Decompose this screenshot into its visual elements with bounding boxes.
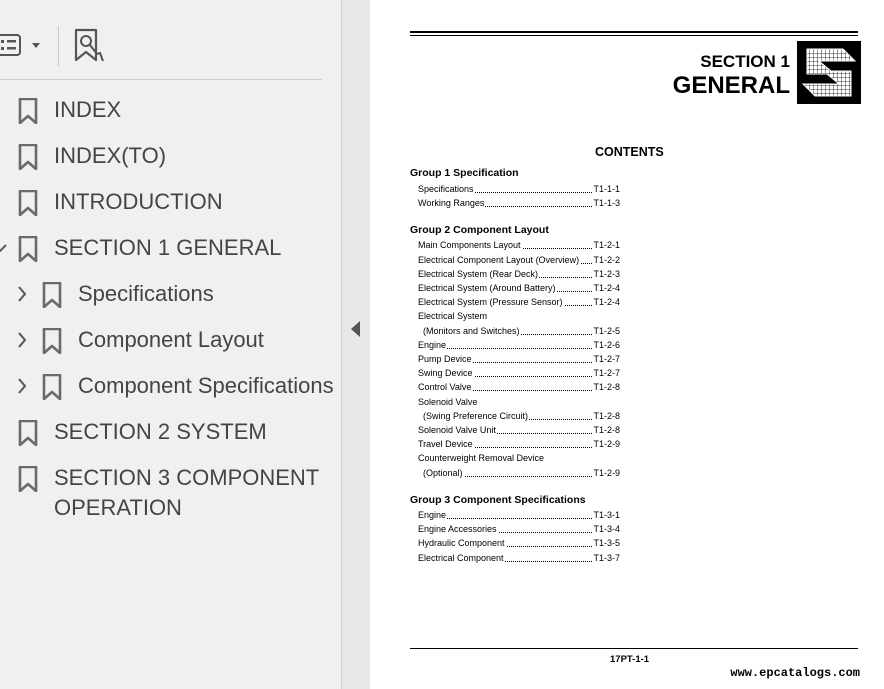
group-1-title: Group 1 Specification — [410, 167, 519, 179]
chevron-right-icon[interactable] — [14, 285, 30, 303]
pdf-page — [370, 0, 884, 689]
bookmark-label: SECTION 1 GENERAL — [54, 235, 282, 260]
toolbar-separator — [58, 26, 59, 66]
chevron-right-icon[interactable] — [14, 377, 30, 395]
toc-entry[interactable]: Counterweight Removal Device — [418, 453, 545, 463]
toc-entry[interactable]: (Optional) T1-2-9 — [418, 466, 620, 480]
toc-entry[interactable]: Control Valve T1-2-8 — [418, 382, 620, 392]
bookmark-icon — [42, 374, 62, 400]
toc-entry[interactable]: Electrical Component Layout (Overview) T1-2-2 — [418, 255, 620, 265]
section-logo — [797, 41, 861, 104]
toc-entry[interactable]: Main Components Layout T1-2-1 — [418, 240, 620, 250]
toc-entry[interactable]: Engine T1-2-6 — [418, 340, 620, 350]
group-3-title: Group 3 Component Specifications — [410, 494, 586, 506]
bookmark-label: INTRODUCTION — [54, 189, 223, 214]
toc-entry[interactable]: Solenoid Valve Unit T1-2-8 — [418, 425, 620, 435]
toc-entry[interactable]: Engine Accessories T1-3-4 — [418, 524, 620, 534]
bookmark-label-line2: OPERATION — [54, 495, 182, 520]
toc-entry[interactable]: Engine T1-3-1 — [418, 510, 620, 520]
bookmark-icon — [42, 282, 62, 308]
toc-entry[interactable]: Electrical System (Around Battery) T1-2-4 — [418, 283, 620, 293]
header-rule — [410, 31, 858, 33]
header-rule-thin — [410, 35, 858, 36]
group-2-title: Group 2 Component Layout — [410, 224, 549, 236]
toc-entry[interactable]: Hydraulic Component T1-3-5 — [418, 538, 620, 548]
toc-entry[interactable]: (Swing Preference Circuit) T1-2-8 — [418, 409, 620, 423]
toc-entry[interactable]: Electrical System — [418, 311, 488, 321]
footer-rule — [410, 648, 858, 649]
toc-entry[interactable]: Electrical System (Pressure Sensor) T1-2-4 — [418, 297, 620, 307]
page-gutter — [342, 0, 370, 689]
bookmark-label: Component Layout — [78, 327, 264, 352]
bookmark-icon — [18, 190, 38, 216]
bookmark-icon — [42, 328, 62, 354]
bookmark-label: Component Specifications — [78, 373, 334, 398]
bookmark-icon — [18, 98, 38, 124]
toc-entry[interactable]: Specifications T1-1-1 — [418, 184, 620, 194]
bookmark-icon — [18, 420, 38, 446]
chevron-down-icon[interactable] — [0, 239, 8, 257]
bookmark-label: INDEX — [54, 97, 122, 122]
find-bookmark-icon[interactable] — [70, 26, 108, 66]
bookmark-icon — [18, 144, 38, 170]
footer-page-code: 17PT-1-1 — [610, 654, 650, 665]
toc-entry[interactable]: Working Ranges T1-1-3 — [418, 198, 620, 208]
watermark-text: www.epcatalogs.com — [730, 666, 860, 680]
contents-title: CONTENTS — [595, 145, 664, 159]
toc-entry[interactable]: Pump Device T1-2-7 — [418, 354, 620, 364]
bookmark-icon — [18, 466, 38, 492]
toc-entry[interactable]: Electrical System (Rear Deck) T1-2-3 — [418, 269, 620, 279]
chevron-right-icon[interactable] — [14, 331, 30, 349]
bookmark-label: Specifications — [78, 281, 214, 306]
section-title: GENERAL — [672, 72, 790, 99]
collapse-panel-icon[interactable] — [345, 316, 367, 342]
list-options-icon[interactable] — [0, 30, 46, 60]
toc-entry[interactable]: Solenoid Valve — [418, 397, 478, 407]
bookmark-icon — [18, 236, 38, 262]
toc-entry[interactable]: Electrical Component T1-3-7 — [418, 553, 620, 563]
bookmark-label: SECTION 3 COMPONENT — [54, 465, 320, 490]
toc-entry[interactable]: (Monitors and Switches) T1-2-5 — [418, 324, 620, 338]
section-label: SECTION 1 — [700, 52, 790, 71]
bookmark-label: SECTION 2 SYSTEM — [54, 419, 267, 444]
toc-entry[interactable]: Swing Device T1-2-7 — [418, 368, 620, 378]
toc-entry[interactable]: Travel Device T1-2-9 — [418, 439, 620, 449]
bookmarks-panel — [0, 0, 342, 689]
bookmarks-toolbar — [0, 0, 322, 80]
bookmark-label: INDEX(TO) — [54, 143, 167, 168]
